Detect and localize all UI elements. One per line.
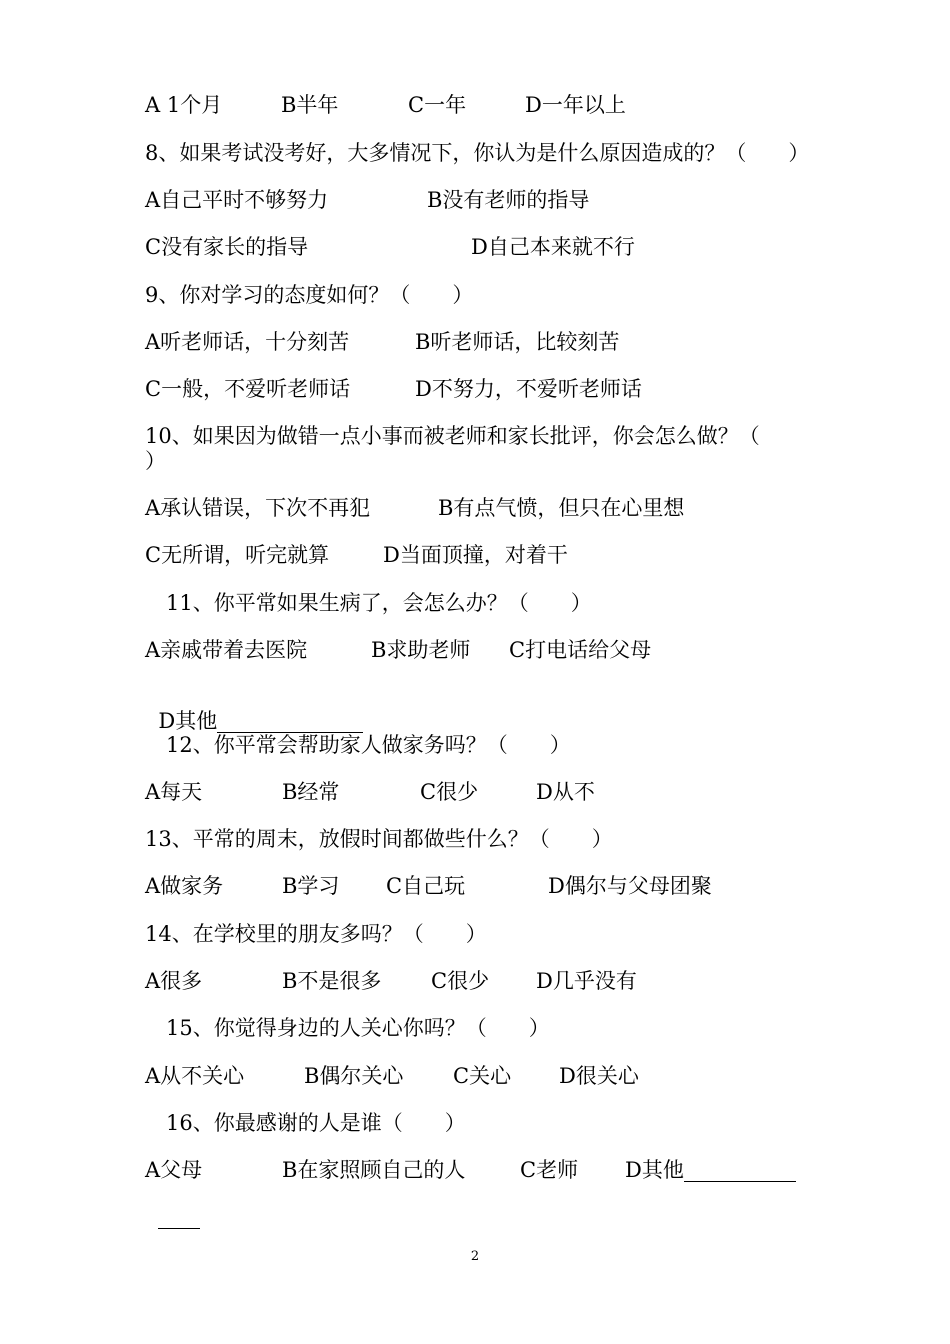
- q9-question: 9、你对学习的态度如何？（ ）: [145, 283, 474, 307]
- q7-option-d: D一年以上: [525, 93, 626, 117]
- q16-option-a: A父母: [145, 1158, 203, 1182]
- page-number: 2: [470, 1249, 480, 1264]
- q11-option-b: B求助老师: [371, 638, 471, 662]
- q15-question: 15、你觉得身边的人关心你吗？（ ）: [166, 1016, 550, 1040]
- q8-option-c: C没有家长的指导: [145, 235, 309, 259]
- q15-option-c: C关心: [453, 1064, 512, 1088]
- q8-option-d: D自己本来就不行: [471, 235, 635, 259]
- q12-option-d: D从不: [536, 780, 595, 804]
- q11-question: 11、你平常如果生病了，会怎么办？（ ）: [166, 591, 592, 615]
- q8-option-b: B没有老师的指导: [427, 188, 590, 212]
- q10-option-d: D当面顶撞，对着干: [383, 543, 568, 567]
- q13-option-a: A做家务: [145, 874, 224, 898]
- q13-question: 13、平常的周末，放假时间都做些什么？（ ）: [145, 827, 613, 851]
- q11-other-blank: [217, 713, 363, 733]
- q16-option-c: C老师: [520, 1158, 579, 1182]
- q8-question: 8、如果考试没考好，大多情况下，你认为是什么原因造成的？（ ）: [145, 141, 810, 165]
- q13-option-d: D偶尔与父母团聚: [548, 874, 712, 898]
- q10-question-line1: 10、如果因为做错一点小事而被老师和家长批评，你会怎么做？（: [145, 424, 760, 448]
- q7-option-c: C一年: [408, 93, 467, 117]
- q7-option-b: B半年: [281, 93, 339, 117]
- q16-option-d: D其他: [625, 1158, 684, 1182]
- q14-option-d: D几乎没有: [536, 969, 637, 993]
- q15-option-b: B偶尔关心: [304, 1064, 404, 1088]
- q13-option-c: C自己玩: [386, 874, 466, 898]
- q8-option-a: A自己平时不够努力: [145, 188, 329, 212]
- q10-question-line2: ）: [145, 449, 166, 473]
- q9-option-d: D不努力，不爱听老师话: [415, 377, 642, 401]
- q16-question: 16、你最感谢的人是谁（ ）: [166, 1111, 466, 1135]
- q12-option-a: A每天: [145, 780, 203, 804]
- q16-other-blank-continued: [158, 1209, 200, 1229]
- q12-option-b: B经常: [282, 780, 340, 804]
- q14-option-a: A很多: [145, 969, 203, 993]
- q15-option-a: A从不关心: [145, 1064, 245, 1088]
- q15-option-d: D很关心: [559, 1064, 639, 1088]
- q7-option-a: A 1个月: [145, 93, 223, 117]
- q14-option-c: C很少: [431, 969, 490, 993]
- q10-option-a: A承认错误，下次不再犯: [145, 496, 371, 520]
- q16-other-blank: [684, 1162, 796, 1182]
- q10-option-b: B有点气愤，但只在心里想: [438, 496, 685, 520]
- q9-option-b: B听老师话，比较刻苦: [415, 330, 620, 354]
- q12-question: 12、你平常会帮助家人做家务吗？（ ）: [166, 733, 571, 757]
- q11-options-row2: [145, 685, 363, 733]
- q11-option-c: C打电话给父母: [509, 638, 652, 662]
- q10-option-c: C无所谓，听完就算: [145, 543, 330, 567]
- q13-option-b: B学习: [282, 874, 340, 898]
- q11-option-a: A亲戚带着去医院: [145, 638, 308, 662]
- q11-option-d: D其他: [158, 709, 218, 733]
- q16-option-b: B在家照顾自己的人: [282, 1158, 466, 1182]
- q9-option-c: C一般，不爱听老师话: [145, 377, 351, 401]
- q14-question: 14、在学校里的朋友多吗？（ ）: [145, 922, 487, 946]
- q9-option-a: A听老师话，十分刻苦: [145, 330, 350, 354]
- q12-option-c: C很少: [420, 780, 479, 804]
- q14-option-b: B不是很多: [282, 969, 382, 993]
